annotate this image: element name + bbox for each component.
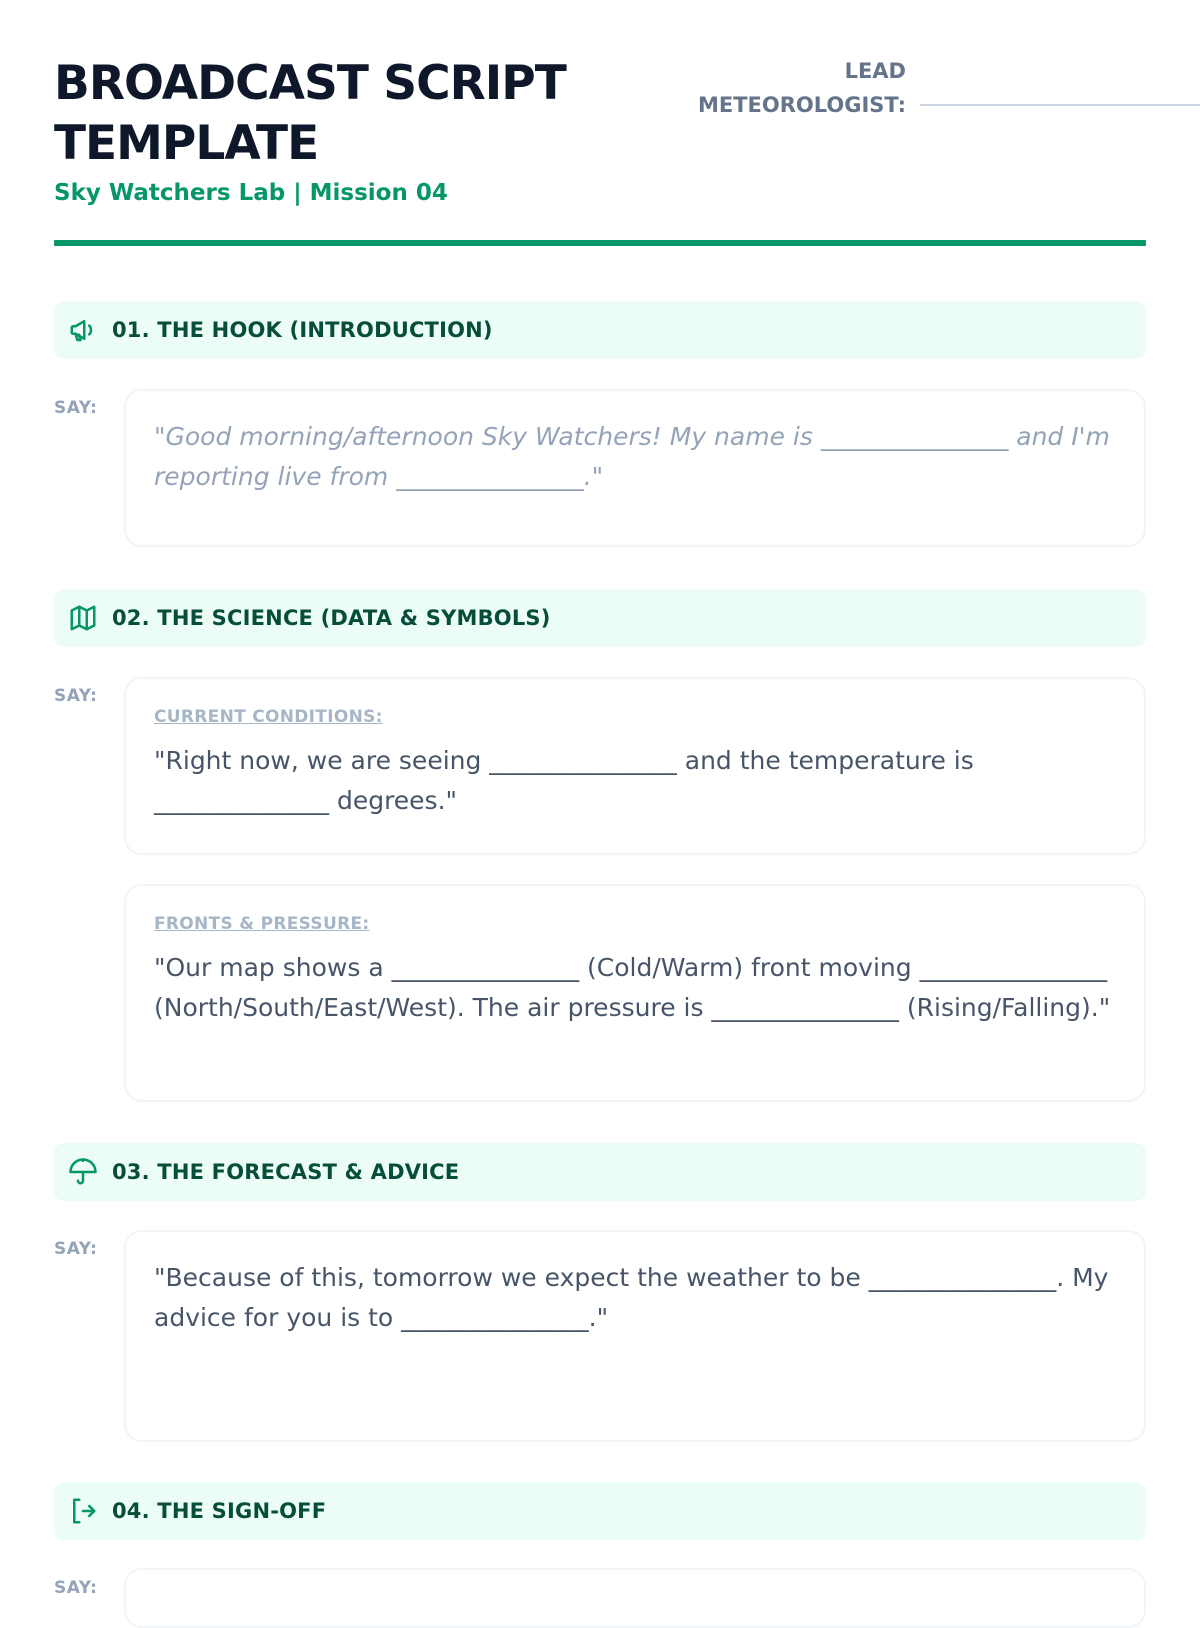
box-subheading: FRONTS & PRESSURE: — [154, 914, 370, 934]
section-title: 02. THE SCIENCE (DATA & SYMBOLS) — [112, 606, 551, 630]
script-box-current-conditions[interactable] — [124, 677, 1146, 855]
section-header-hook — [54, 301, 1146, 359]
page-title: BROADCAST SCRIPT TEMPLATE — [54, 56, 566, 171]
section-header-forecast — [54, 1143, 1146, 1201]
script-box-sign-off[interactable] — [124, 1568, 1146, 1628]
say-label: SAY: — [54, 1239, 98, 1259]
box-subheading: CURRENT CONDITIONS: — [154, 707, 383, 727]
script-box-hook[interactable] — [124, 389, 1146, 547]
script-box-forecast[interactable] — [124, 1230, 1146, 1442]
section-title: 03. THE FORECAST & ADVICE — [112, 1160, 460, 1184]
lead-meteorologist-field[interactable] — [920, 104, 1200, 106]
script-text: "Because of this, tomorrow we expect the weather to be _______________. My advice for you is to _______________." — [154, 1263, 1109, 1332]
say-label: SAY: — [54, 1578, 98, 1598]
script-box-fronts-pressure[interactable] — [124, 884, 1146, 1102]
script-text: "Good morning/afternoon Sky Watchers! My name is _______________ and I'm reporting live from _______________." — [154, 422, 1110, 491]
script-text: "Our map shows a _______________ (Cold/Warm) front moving _______________ (North/South/East/West). The air pressure is _______________ (Rising/Falling)." — [154, 953, 1111, 1022]
sign-out-icon — [68, 1496, 98, 1526]
umbrella-icon — [68, 1157, 98, 1187]
section-header-science — [54, 589, 1146, 647]
lead-meteorologist-label: LEAD METEOROLOGIST: — [697, 59, 906, 117]
section-title: 01. THE HOOK (INTRODUCTION) — [112, 318, 493, 342]
page-subtitle: Sky Watchers Lab | Mission 04 — [54, 180, 448, 206]
say-label: SAY: — [54, 398, 98, 418]
page-header — [54, 0, 1146, 246]
header-divider — [54, 240, 1146, 246]
say-label: SAY: — [54, 686, 98, 706]
section-title: 04. THE SIGN-OFF — [112, 1499, 327, 1523]
megaphone-icon — [68, 315, 98, 345]
section-header-sign-off — [54, 1482, 1146, 1540]
map-icon — [68, 603, 98, 633]
script-text: "Right now, we are seeing _______________ and the temperature is ______________ degrees." — [154, 746, 974, 815]
